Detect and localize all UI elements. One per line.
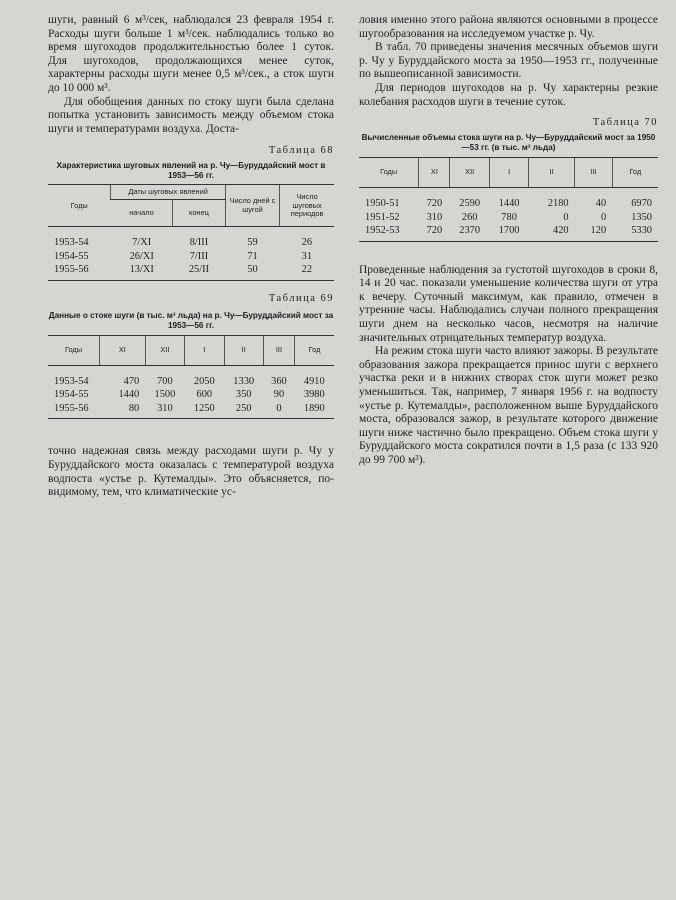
t70-header-xii: XII [450,158,489,188]
table-68-grid [48,184,334,281]
t70-cell: 0 [600,211,607,223]
t70-cell: 2180 [547,198,569,210]
t68-header-dates: Даты шуговых явлений [111,185,225,200]
t69-cell: 1440 [118,389,140,401]
table-68 [48,145,334,281]
t70-cell: 420 [529,224,575,241]
t68-cell-periods: 31 [301,250,313,262]
t68-cell-periods: 26 [301,237,313,249]
t69-header-iii: III [263,335,294,365]
t69-cell: 4910 [303,375,325,387]
t68-cell-end: 25/II [173,263,226,280]
t70-cell: 40 [595,198,607,210]
left-column [48,14,334,500]
t70-header-years: Годы [359,158,419,188]
t68-header-days: Число дней с шугой [225,185,279,227]
t69-cell: 350 [235,389,252,401]
table-70-label: Таблица 70 [592,117,658,129]
right-paragraph-5: На режим стока шуги часто влияют зажоры. В результате образования зажора прекращается принос шуги с верхнего участка реки и в нижних створах сток шуги может резко уменьшиться. Так, например, 7 января 1956 г. на водпосту «устье р. Кутемалды», расположенном выше Буруддайского моста, образовался зажор, в результате которого движение шуги ниже частично было прекращено. Объем стока шуги у Буруддайского моста сократился почти в 1,5 раза (с 133 920 до 99 700 м³). [359,345,658,466]
right-paragraph-2: В табл. 70 приведены значения месячных объемов шуги р. Чу у Буруддайского моста за 1950—1953 гг., полученные по вышеописанной зависимости. [359,41,658,81]
table-69-caption: Данные о стоке шуги (в тыс. м³ льда) на р. Чу—Буруддайский мост за 1953—56 гг. [48,310,334,330]
t68-cell-days: 59 [247,237,258,249]
t69-cell: 3980 [303,389,325,401]
t69-header-xi: XI [99,335,145,365]
t69-cell: 1954-55 [54,389,89,401]
t70-cell: 720 [426,198,443,210]
table-69-grid [48,335,334,420]
t70-cell: 1950-51 [365,198,400,210]
table-69 [48,293,334,420]
t68-cell-year: 1955-56 [48,263,111,280]
t69-header-i: I [185,335,224,365]
t69-cell: 470 [123,375,140,387]
t68-header-periods: Число шуговых периодов [280,185,334,227]
t70-header-iii: III [575,158,613,188]
t68-header-end: конец [173,200,226,227]
table-70-grid [359,157,658,242]
t69-header-ii: II [224,335,263,365]
t68-cell-days: 71 [247,250,258,262]
table-row [48,365,334,388]
t70-cell: 720 [419,224,450,241]
table-68-label: Таблица 68 [268,145,334,157]
t70-header-ii: II [529,158,575,188]
table-row [48,250,334,264]
right-column [359,14,658,468]
t69-header-xii: XII [145,335,184,365]
t69-cell: 360 [271,375,287,387]
t70-header-xi: XI [419,158,450,188]
t68-cell-days: 50 [225,263,279,280]
t68-cell-periods: 22 [280,263,334,280]
left-paragraph-2: Для обобщения данных по стоку шуги была сделана попытка установить зависимость между объемом стока шуги и температурами воздуха. Доста- [48,95,334,135]
table-row [48,227,334,250]
table-70 [359,117,658,242]
t69-cell: 600 [196,389,213,401]
t70-header-year-total: Год [612,158,658,188]
t70-header-i: I [489,158,528,188]
t68-cell-end: 7/III [189,250,209,262]
t68-header-start: начало [111,200,173,227]
t68-cell-year: 1954-55 [54,250,89,262]
t68-cell-end: 8/III [189,237,209,249]
t70-cell: 1350 [631,211,652,223]
right-paragraph-4: Проведенные наблюдения за густотой шугоходов в сроки 8, 14 и 20 час. показали уменьшение количества шуги от утра к вечеру. Суточный максимум, как правило, отмечен в утренние часы. Наблюдались случаи полного прекращения шуги днем на несколько часов, несмотря на наличие значительных отрицательных температур воздуха. [359,263,658,344]
t68-cell-year: 1953-54 [54,237,89,249]
t68-cell-start: 7/XI [132,237,152,249]
t70-cell: 310 [426,211,443,223]
table-row [48,263,334,280]
right-paragraph-1: ловия именно этого района являются основными в процессе шугообразования на исследуемом участке р. Чу. [359,14,658,40]
table-row [359,188,658,211]
table-row [359,224,658,241]
t68-cell-start: 26/XI [129,250,154,262]
table-70-caption: Вычисленные объемы стока шуги на р. Чу—Буруддайский мост за 1950—53 гг. (в тыс. м³ льда) [361,133,656,153]
t70-cell: 1952-53 [359,224,419,241]
t70-cell: 6970 [631,198,652,210]
t69-cell: 1330 [233,375,255,387]
table-69-label: Таблица 69 [268,292,334,304]
left-paragraph-1: шуги, равный 6 м³/сек, наблюдался 23 февраля 1954 г. Расходы шуги больше 1 м³/сек. наблюдались только во время шугоходов продолжительностью более 1 суток. Для шугоходов, продолжающихся менее суток, характерны расходы шуги менее 0,5 м³/сек., а сток шуги до 10 000 м³. [48,14,334,94]
t69-cell: 2050 [193,375,215,387]
table-68-caption: Характеристика шуговых явлений на р. Чу—Буруддайский мост в 1953—56 гг. [56,161,326,181]
t69-cell: 1953-54 [54,375,89,387]
t69-cell: 250 [224,402,263,419]
left-paragraph-3: точно надежная связь между расходами шуги р. Чу у Буруддайского моста оказалась с температурой воздуха водпоста «устье р. Кутемалды». Это объясняется, по-видимому, тем, что климатические ус- [48,445,334,499]
t69-header-year-total: Год [295,335,334,365]
t70-cell: 2590 [459,198,481,210]
t69-cell: 700 [157,375,173,387]
table-row [359,211,658,225]
table-row [48,402,334,419]
table-row [48,388,334,402]
t70-cell: 1440 [498,198,520,210]
t69-cell: 1250 [185,402,224,419]
t69-cell: 90 [273,389,285,401]
t70-cell: 5330 [612,224,658,241]
t70-cell: 260 [461,211,478,223]
t70-cell: 1951-52 [365,211,400,223]
t70-cell: 1700 [489,224,528,241]
t70-cell: 2370 [450,224,489,241]
t68-header-years: Годы [48,185,111,227]
t69-cell: 1955-56 [48,402,99,419]
t69-cell: 0 [263,402,294,419]
right-paragraph-3: Для периодов шугоходов на р. Чу характерны резкие колебания расходов шуги в течение суток. [359,81,658,108]
t69-cell: 80 [99,402,145,419]
t69-cell: 1890 [295,402,334,419]
t69-header-years: Годы [48,335,99,365]
t70-cell: 780 [501,211,517,223]
t68-cell-start: 13/XI [111,263,173,280]
t70-cell: 0 [563,211,569,223]
t70-cell: 120 [575,224,613,241]
t69-cell: 1500 [154,389,176,401]
t69-cell: 310 [145,402,184,419]
